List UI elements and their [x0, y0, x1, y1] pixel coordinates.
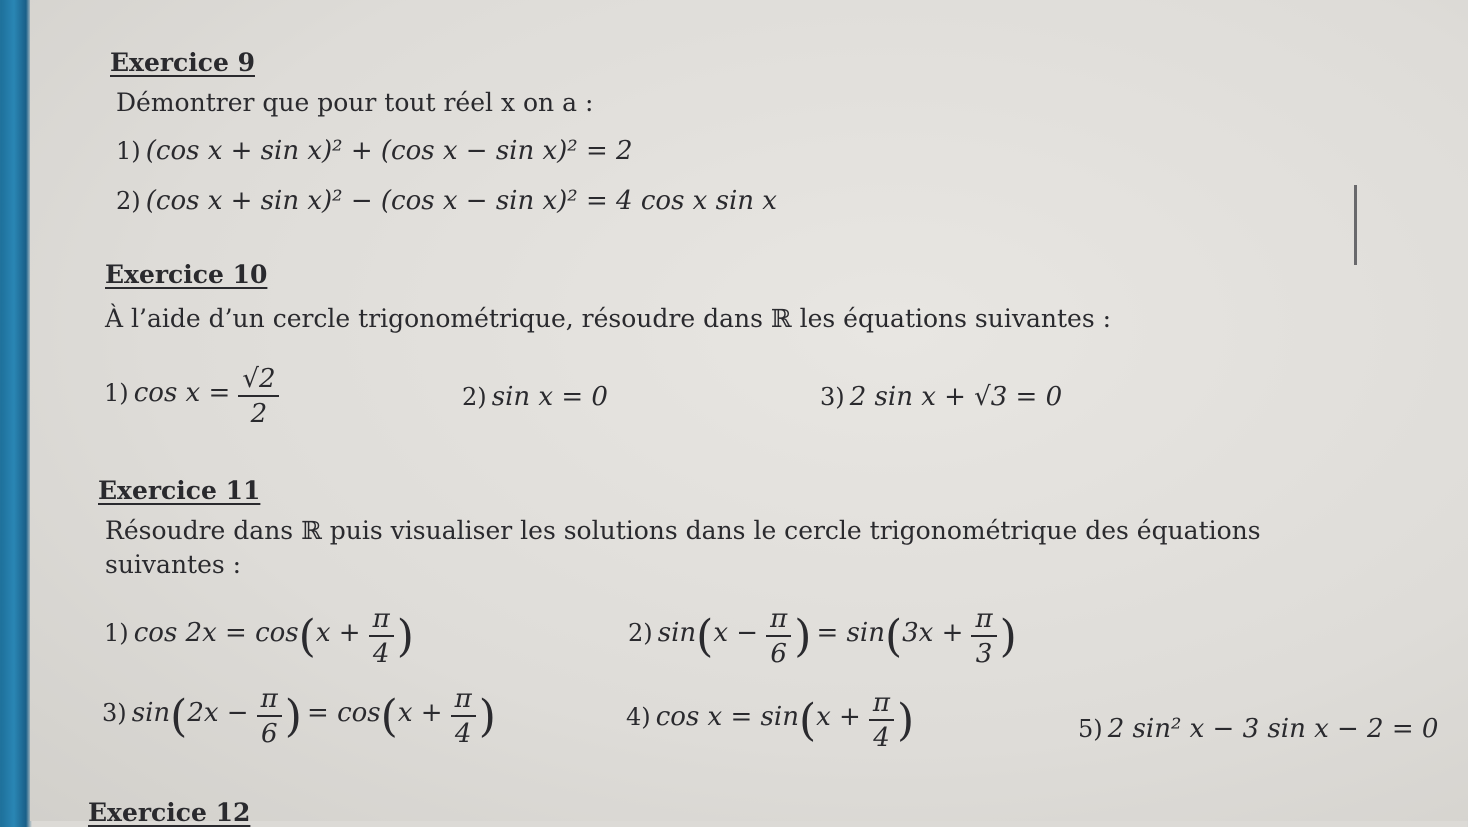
- exercise-9-intro: Démontrer que pour tout réel x on a :: [116, 88, 594, 117]
- fraction: $\frac{\pi}{4}$: [869, 690, 894, 751]
- exercise-10-intro: À l’aide d’un cercle trigonométrique, résoudre dans ℝ les équations suivantes :: [105, 304, 1112, 333]
- exercise-9-item-1: 1) (cos x + sin x)² + (cos x − sin x)² = 2: [116, 136, 633, 166]
- exercise-10-title: Exercice 10: [105, 260, 268, 289]
- fraction: $\frac{\pi}{4}$: [369, 606, 394, 667]
- exercise-9-item-2: 2) (cos x + sin x)² − (cos x − sin x)² = 4 cos x sin x: [116, 186, 777, 216]
- exercise-11-item-3: 3) sin(2x − $\frac{\pi}{6}$ ) = cos(x + $\frac{\pi}{4}$ ): [102, 684, 496, 749]
- pen-mark: [1354, 185, 1357, 265]
- fraction: $\frac{\pi}{4}$: [451, 686, 476, 747]
- exercise-10-item-3: 3) 2 sin x + √3 = 0: [820, 382, 1063, 412]
- exercise-11-item-5: 5) 2 sin² x − 3 sin x − 2 = 0: [1078, 714, 1439, 744]
- exercise-10-item-1: 1) cos x = $\frac{√2}{2}$: [104, 366, 282, 427]
- fraction: $\frac{√2}{2}$: [238, 366, 279, 427]
- exercise-9-title: Exercice 9: [110, 48, 255, 77]
- fraction: $\frac{\pi}{3}$: [971, 606, 996, 667]
- fraction: $\frac{\pi}{6}$: [257, 686, 282, 747]
- exercise-11-title: Exercice 11: [98, 476, 261, 505]
- exercise-11-item-4: 4) cos x = sin(x + $\frac{\pi}{4}$ ): [626, 688, 915, 753]
- exercise-11-item-2: 2) sin(x − $\frac{\pi}{6}$ ) = sin(3x + $\frac{\pi}{3}$ ): [628, 604, 1017, 669]
- exercise-11-intro-line-1: Résoudre dans ℝ puis visualiser les solutions dans le cercle trigonométrique des équations: [105, 516, 1261, 545]
- exercise-11-intro-line-2: suivantes :: [105, 550, 242, 579]
- fraction: $\frac{\pi}{6}$: [766, 606, 791, 667]
- exercise-11-item-1: 1) cos 2x = cos(x + $\frac{\pi}{4}$ ): [104, 604, 414, 669]
- exercise-10-item-2: 2) sin x = 0: [462, 382, 608, 412]
- exercise-12-title: Exercice 12: [88, 798, 251, 827]
